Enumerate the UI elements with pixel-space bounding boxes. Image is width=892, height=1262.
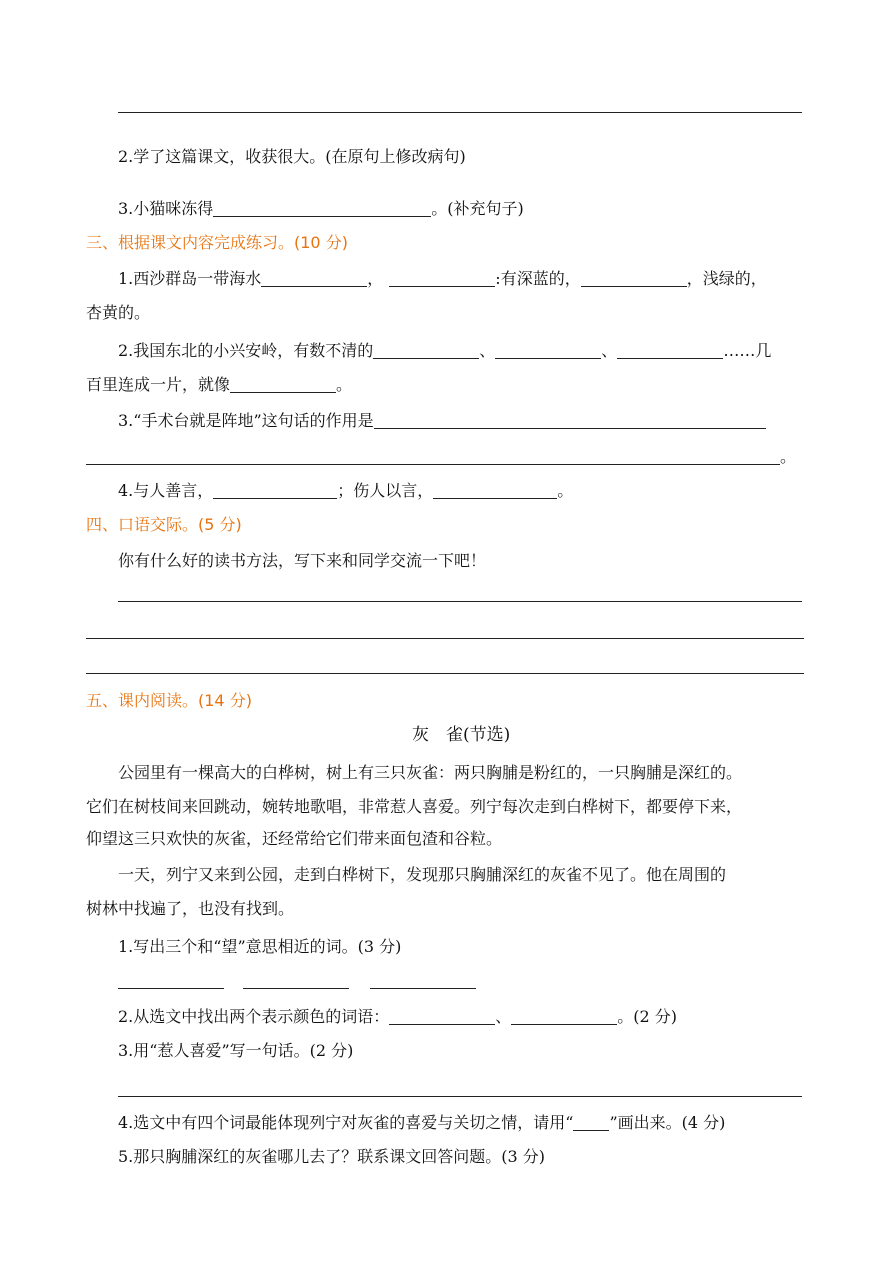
s3-q4-text: 4.与人善言， [118,481,214,500]
s5-q2-text: 2.从选文中找出两个表示颜色的词语： [118,1007,390,1026]
s3-q3-end: 。 [780,447,797,466]
s3-q2-continuation [86,374,352,396]
s5-q4-text-b: ”画出来。(4 分) [609,1113,726,1132]
s5-question-2 [118,1006,677,1028]
answer-blank[interactable] [370,988,476,989]
question-3-prefix: 3.小猫咪冻得 [118,199,214,218]
s3-q4-text-b: ；伤人以言， [337,481,434,500]
passage-paragraph-1-line-2: 它们在树枝间来回跳动，婉转地歌唱，非常惹人喜爱。列宁每次走到白桦树下，都要停下来， [86,797,743,816]
s3-q2-cont-text: 百里连成一片，就像 [86,375,231,394]
answer-blank[interactable] [389,1008,495,1025]
answer-blank[interactable] [243,988,349,989]
s3-q2-text: 2.我国东北的小兴安岭，有数不清的 [118,341,374,360]
answer-blank[interactable] [86,448,780,465]
answer-line[interactable] [118,112,802,113]
s3-question-3 [118,410,766,432]
s5-q2-sep: 、 [495,1007,512,1026]
answer-blank[interactable] [213,200,431,217]
answer-blank[interactable] [373,342,479,359]
question-2-text: 2.学了这篇课文，收获很大。(在原句上修改病句) [118,147,466,166]
s3-q1-text-b: :有深蓝的， [495,269,581,288]
answer-line[interactable] [118,1096,802,1097]
s3-q3-continuation [86,446,796,468]
answer-blank[interactable] [118,988,224,989]
answer-blank[interactable] [389,270,495,287]
answer-blank[interactable] [581,270,687,287]
answer-line[interactable] [86,673,804,674]
passage-paragraph-2-line-1: 一天，列宁又来到公园，走到白桦树下，发现那只胸脯深红的灰雀不见了。他在周围的 [118,865,727,884]
underline-sample [573,1114,609,1131]
s5-question-1: 1.写出三个和“望”意思相近的词。(3 分) [118,937,402,956]
passage-title: 灰 雀(节选) [412,725,511,745]
answer-line[interactable] [118,601,802,602]
answer-blank[interactable] [617,342,723,359]
passage-paragraph-1-line-1: 公园里有一棵高大的白桦树，树上有三只灰雀：两只胸脯是粉红的，一只胸脯是深红的。 [118,763,743,782]
s3-question-2 [118,340,771,362]
answer-blank[interactable] [511,1008,617,1025]
answer-blank[interactable] [213,482,337,499]
question-3-suffix: 。(补充句子) [431,199,524,218]
s3-q2-sep: 、 [479,341,496,360]
s3-q1-text: 1.西沙群岛一带海水 [118,269,262,288]
passage-paragraph-1-line-3: 仰望这三只欢快的灰雀，还经常给它们带来面包渣和谷粒。 [86,829,503,848]
s5-question-5: 5.那只胸脯深红的灰雀哪儿去了？联系课文回答问题。(3 分) [118,1147,546,1166]
section-5-heading: 五、课内阅读。(14 分) [86,691,252,710]
s3-q2-sep: 、 [601,341,618,360]
section-4-heading: 四、口语交际。(5 分) [86,515,242,534]
s3-q4-end: 。 [557,481,574,500]
answer-blank[interactable] [374,412,766,429]
section-4-prompt: 你有什么好的读书方法，写下来和同学交流一下吧！ [118,551,487,570]
s3-q3-text: 3.“手术台就是阵地”这句话的作用是 [118,411,374,430]
s3-q2-end: ……几 [723,341,772,360]
s3-question-1 [118,268,767,290]
s5-question-3: 3.用“惹人喜爱”写一句话。(2 分) [118,1041,354,1060]
s3-question-4 [118,480,573,502]
passage-paragraph-2-line-2: 树林中找遍了，也没有找到。 [86,899,295,918]
s5-q2-end: 。(2 分) [617,1007,678,1026]
answer-blank[interactable] [433,482,557,499]
s5-q4-text: 4.选文中有四个词最能体现列宁对灰雀的喜爱与关切之情，请用“ [118,1113,574,1132]
s3-q2-cont-end: 。 [336,375,353,394]
answer-line[interactable] [86,638,804,639]
section-3-heading: 三、根据课文内容完成练习。(10 分) [86,233,348,252]
s3-q1-text-c: ，浅绿的， [686,269,767,288]
answer-blank[interactable] [261,270,367,287]
s3-q1-sep: ， [367,269,384,288]
s5-question-4 [118,1112,725,1134]
question-3-line [118,198,524,220]
answer-blank[interactable] [230,376,336,393]
s3-q1-continuation: 杏黄的。 [86,303,151,322]
answer-blank[interactable] [495,342,601,359]
